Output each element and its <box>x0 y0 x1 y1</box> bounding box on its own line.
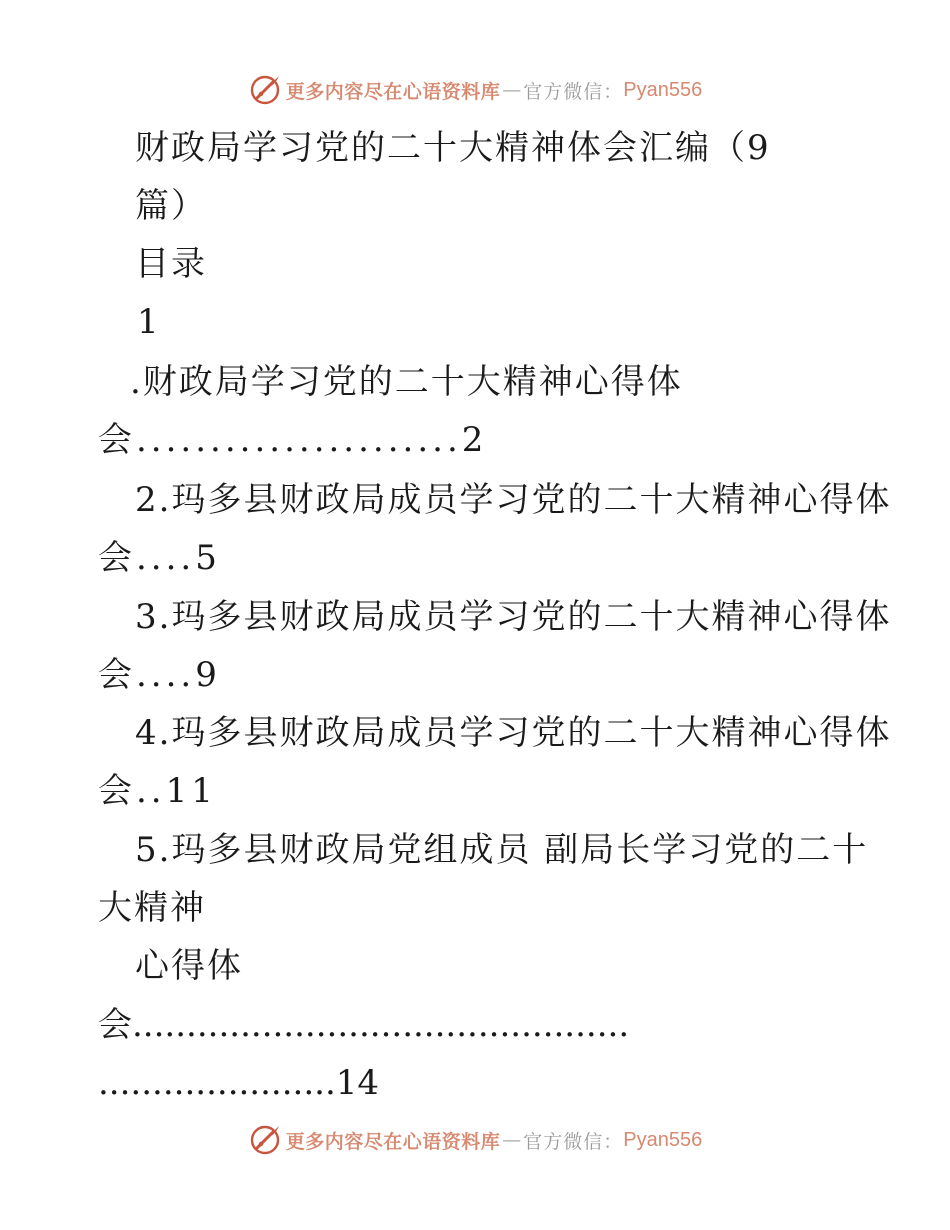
wechat-id: Pyan556 <box>623 78 703 101</box>
toc-entry-2-leader: 会....5 <box>98 538 221 578</box>
toc-heading: 目录 <box>135 244 207 284</box>
toc-entry-5-leader: 会.............................................. <box>98 1005 630 1045</box>
doc-title-line-2: 篇） <box>135 186 207 226</box>
toc-entry-5-title-cont2: 心得体 <box>135 946 243 986</box>
toc-entry-4-leader: 会..11 <box>98 771 217 811</box>
brand-text: 更多内容尽在心语资料库 <box>285 1130 501 1153</box>
footer-watermark <box>0 1120 950 1160</box>
toc-entry-3-leader: 会....9 <box>98 655 221 695</box>
toc-entry-4-title: 4.玛多县财政局成员学习党的二十大精神心得体 <box>135 713 892 753</box>
toc-entry-1-title: .财政局学习党的二十大精神心得体 <box>130 362 683 402</box>
doc-title-line-1: 财政局学习党的二十大精神体会汇编（9 <box>135 128 771 168</box>
wechat-id: Pyan556 <box>623 1128 703 1151</box>
toc-entry-3-title: 3.玛多县财政局成员学习党的二十大精神心得体 <box>135 597 892 637</box>
toc-entry-5-leader-end: ......................14 <box>98 1063 380 1103</box>
quill-logo-icon <box>248 1123 282 1157</box>
banner-dash: — <box>502 79 522 101</box>
toc-line: 1 <box>137 302 161 342</box>
toc-entry-2-title: 2.玛多县财政局成员学习党的二十大精神心得体 <box>135 480 892 520</box>
header-watermark <box>0 70 950 110</box>
toc-entry-1-leader: 会......................2 <box>98 420 488 460</box>
wechat-label: 官方微信： <box>523 1130 624 1153</box>
toc-entry-5-title: 5.玛多县财政局党组成员 副局长学习党的二十 <box>135 830 869 870</box>
banner-dash: — <box>502 1129 522 1151</box>
quill-logo-icon <box>248 73 282 107</box>
wechat-label: 官方微信： <box>523 80 624 103</box>
toc-entry-5-title-cont: 大精神 <box>98 888 206 928</box>
brand-text: 更多内容尽在心语资料库 <box>285 80 501 103</box>
